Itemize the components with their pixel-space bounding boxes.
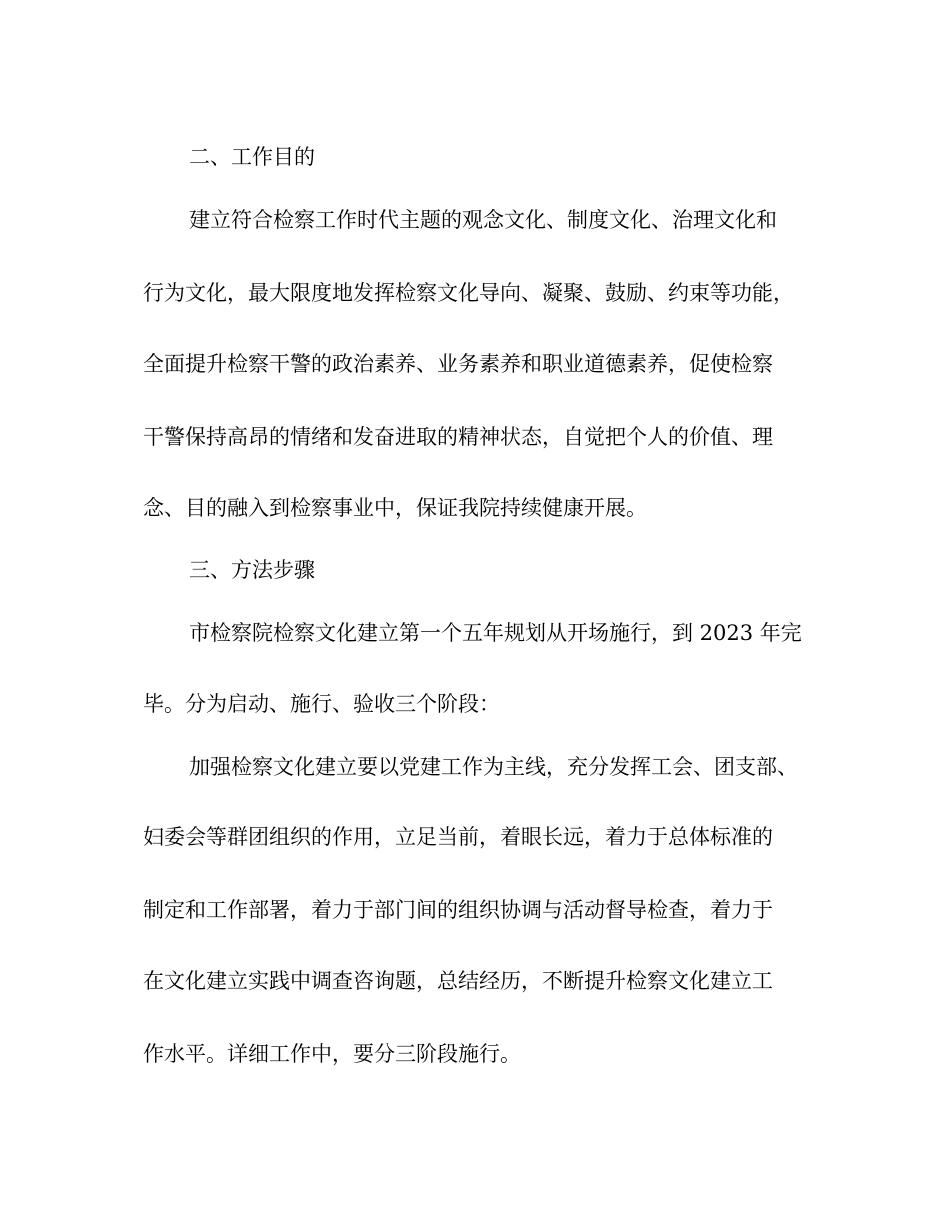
paragraph-line: 干警保持高昂的情绪和发奋进取的精神状态，自觉把个人的价值、理 [143,425,773,449]
paragraph-line: 毕。分为启动、施行、验收三个阶段： [143,692,500,716]
paragraph-line: 念、目的融入到检察事业中，保证我院持续健康开展。 [143,496,647,520]
paragraph-line: 行为文化，最大限度地发挥检察文化导向、凝聚、鼓励、约束等功能， [143,281,794,305]
paragraph-line: 制定和工作部署，着力于部门间的组织协调与活动督导检查，着力于 [143,898,773,922]
paragraph-line: 在文化建立实践中调查咨询题，总结经历，不断提升检察文化建立工 [143,969,773,993]
paragraph-line: 加强检察文化建立要以党建工作为主线，充分发挥工会、团支部、 [189,755,798,779]
paragraph-line: 作水平。详细工作中，要分三阶段施行。 [143,1042,521,1066]
paragraph-line: 市检察院检察文化建立第一个五年规划从开场施行，到 2023 年完 [189,621,802,645]
section-heading-work-purpose: 二、工作目的 [189,145,315,169]
paragraph-line: 全面提升检察干警的政治素养、业务素养和职业道德素养，促使检察 [143,352,773,376]
section-heading-methods: 三、方法步骤 [189,558,315,582]
paragraph-line: 建立符合检察工作时代主题的观念文化、制度文化、治理文化和 [189,208,777,232]
paragraph-line: 妇委会等群团组织的作用，立足当前，着眼长远，着力于总体标准的 [143,825,773,849]
